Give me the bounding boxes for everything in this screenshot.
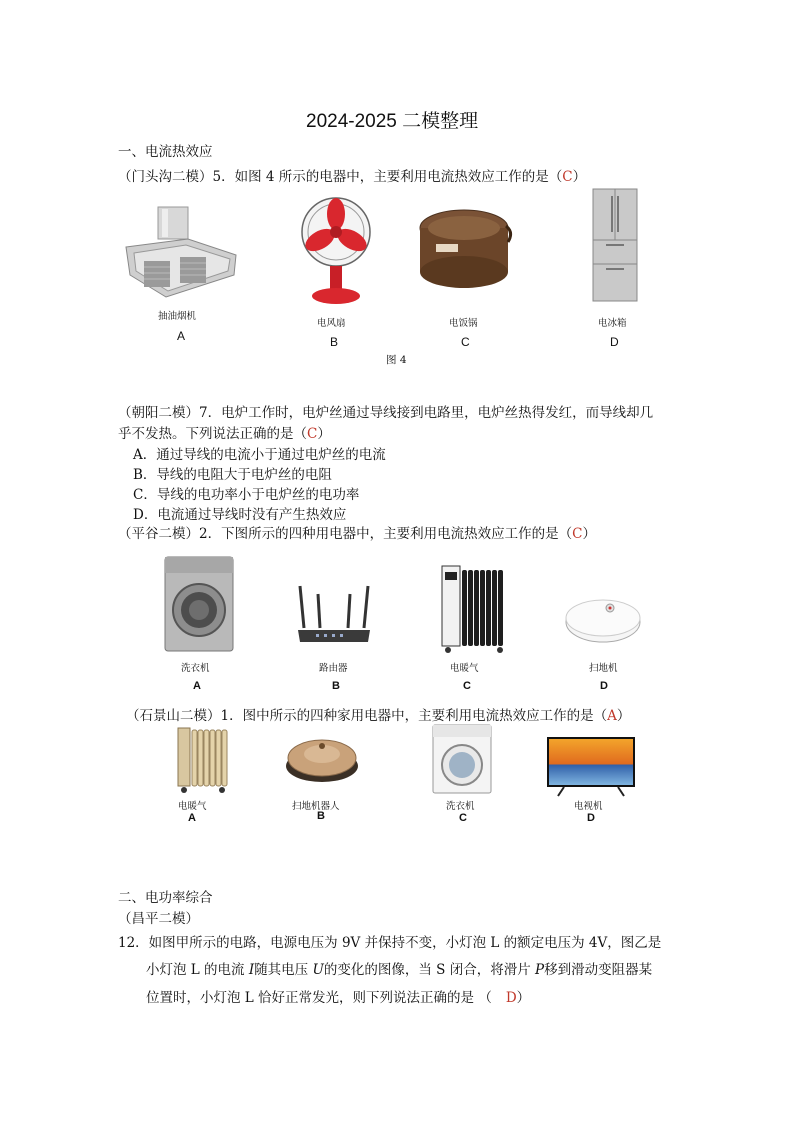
television-icon xyxy=(546,736,636,796)
item-label: 电暖气 xyxy=(450,663,479,674)
robot-vacuum-icon xyxy=(284,732,360,786)
router-icon xyxy=(296,584,372,646)
option-letter: B xyxy=(330,335,339,349)
option-letter: D xyxy=(610,335,619,349)
electric-fan-icon xyxy=(296,196,376,306)
item-label: 电冰箱 xyxy=(598,318,627,329)
robot-vacuum-icon xyxy=(564,594,642,646)
option-a: A．通过导线的电流小于通过电炉丝的电流 xyxy=(133,447,386,463)
answer: C xyxy=(307,426,318,442)
question-stem: （门头沟二模）5．如图 4 所示的电器中，主要利用电流热效应工作的是（C） xyxy=(118,169,587,185)
question-source: （昌平二模） xyxy=(118,911,199,927)
page-title: 2024-2025 二模整理 xyxy=(306,111,479,132)
item-label: 洗衣机 xyxy=(446,801,475,812)
item-label: 路由器 xyxy=(319,663,348,674)
question-stem: 12．如图甲所示的电路，电源电压为 9V 并保持不变，小灯泡 L 的额定电压为 4V，图乙是 xyxy=(118,935,662,951)
answer: D xyxy=(505,990,517,1006)
question-stem-continued: 位置时，小灯泡 L 恰好正常发光，则下列说法正确的是 （ D） xyxy=(146,990,531,1006)
item-label: 电视机 xyxy=(574,801,603,812)
answer: C xyxy=(572,526,583,542)
option-letter: A xyxy=(188,812,196,824)
option-c: C．导线的电功率小于电炉丝的电功率 xyxy=(133,487,360,503)
answer: A xyxy=(607,708,617,724)
question-stem-continued: 乎不发热。下列说法正确的是（C） xyxy=(118,426,331,442)
heater-icon xyxy=(440,560,508,656)
rice-cooker-icon xyxy=(418,206,514,292)
section-heading: 一、电流热效应 xyxy=(118,144,213,160)
heater-icon xyxy=(176,726,232,794)
option-d: D．电流通过导线时没有产生热效应 xyxy=(133,507,347,523)
option-letter: B xyxy=(332,680,340,692)
figure-caption: 图 4 xyxy=(386,354,407,366)
option-b: B．导线的电阻大于电炉丝的电阻 xyxy=(133,467,332,483)
option-letter: C xyxy=(461,335,470,349)
option-letter: A xyxy=(193,680,201,692)
refrigerator-icon xyxy=(592,188,638,302)
range-hood-icon xyxy=(126,205,238,301)
option-letter: D xyxy=(600,680,608,692)
option-letter: C xyxy=(463,680,471,692)
item-label: 扫地机器人 xyxy=(292,801,340,812)
question-stem: （石景山二模）1．图中所示的四种家用电器中，主要利用电流热效应工作的是（A） xyxy=(126,708,631,724)
section-heading: 二、电功率综合 xyxy=(118,890,213,906)
item-label: 洗衣机 xyxy=(181,663,210,674)
item-label: 电暖气 xyxy=(178,801,207,812)
washing-machine-icon xyxy=(164,556,234,652)
item-label: 抽油烟机 xyxy=(158,311,197,322)
item-label: 扫地机 xyxy=(589,663,618,674)
question-stem-continued: 小灯泡 L 的电流 I随其电压 U的变化的图像，当 S 闭合，将滑片 P移到滑动变阻器某 xyxy=(146,962,653,978)
option-letter: C xyxy=(459,812,467,824)
option-letter: D xyxy=(587,812,595,824)
item-label: 电风扇 xyxy=(317,318,346,329)
option-letter: B xyxy=(317,810,325,822)
answer: C xyxy=(562,169,573,185)
question-stem: （朝阳二模）7．电炉工作时，电炉丝通过导线接到电路里，电炉丝热得发红，而导线却几 xyxy=(118,405,654,421)
item-label: 电饭锅 xyxy=(449,318,478,329)
washing-machine-icon xyxy=(432,724,492,794)
option-letter: A xyxy=(177,329,186,343)
question-stem: （平谷二模）2．下图所示的四种用电器中，主要利用电流热效应工作的是（C） xyxy=(118,526,596,542)
